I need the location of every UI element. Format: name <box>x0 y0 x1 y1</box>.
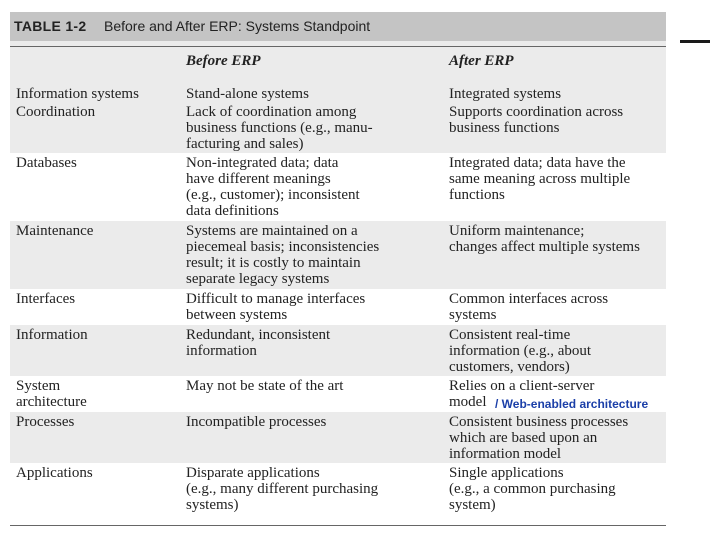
row-aspect: Applications <box>16 465 93 481</box>
row-aspect: System architecture <box>16 378 87 410</box>
table-row <box>10 102 666 153</box>
table-row <box>10 463 666 525</box>
header-after-erp: After ERP <box>449 53 514 69</box>
table-title: Before and After ERP: Systems Standpoint <box>104 18 371 34</box>
row-before: Redundant, inconsistent information <box>186 327 331 359</box>
table-bottom-rule <box>10 525 666 526</box>
row-after: Consistent real-time information (e.g., about customers, vendors) <box>449 327 592 375</box>
table-row <box>10 221 666 289</box>
row-aspect: Coordination <box>16 104 96 120</box>
table-title-bar <box>10 12 666 41</box>
table-number: TABLE 1-2 <box>14 18 87 34</box>
row-aspect: Interfaces <box>16 291 76 307</box>
row-aspect: Maintenance <box>16 223 94 239</box>
row-after: Integrated systems <box>449 86 562 102</box>
row-after: Consistent business processes which are based upon an information model <box>449 414 629 462</box>
row-before: Difficult to manage interfaces between systems <box>186 291 366 323</box>
row-before: Stand-alone systems <box>186 86 309 102</box>
table-row <box>10 325 666 376</box>
header-before-erp: Before ERP <box>186 53 261 69</box>
row-before: Incompatible processes <box>186 414 327 430</box>
row-before: Non-integrated data; data have different meanings (e.g., customer); inconsistent data definitions <box>186 155 360 219</box>
row-aspect: Processes <box>16 414 75 430</box>
row-after: Relies on a client-server model <box>449 378 595 410</box>
slide-dash-mark <box>680 40 710 43</box>
row-before: Disparate applications (e.g., many different purchasing systems) <box>186 465 379 513</box>
row-after: Uniform maintenance; changes affect multiple systems <box>449 223 640 255</box>
row-before: Lack of coordination among business functions (e.g., manu- facturing and sales) <box>186 104 373 152</box>
row-after: Common interfaces across systems <box>449 291 609 323</box>
row-after: Supports coordination across business functions <box>449 104 624 136</box>
erp-table <box>10 12 666 526</box>
table-row <box>10 84 666 102</box>
row-after: Integrated data; data have the same meaning across multiple functions <box>449 155 631 203</box>
row-aspect: Information systems <box>16 86 139 102</box>
table-row <box>10 153 666 221</box>
row-aspect: Information <box>16 327 88 343</box>
row-before: Systems are maintained on a piecemeal basis; inconsistencies result; it is costly to maintain separate legacy systems <box>186 223 380 287</box>
table-row <box>10 289 666 325</box>
row-before: May not be state of the art <box>186 378 344 394</box>
web-enabled-annotation: / Web-enabled architecture <box>495 397 649 411</box>
column-header-row <box>10 46 666 86</box>
row-aspect: Databases <box>16 155 77 171</box>
table-row <box>10 412 666 463</box>
row-after: Single applications (e.g., a common purchasing system) <box>449 465 616 513</box>
